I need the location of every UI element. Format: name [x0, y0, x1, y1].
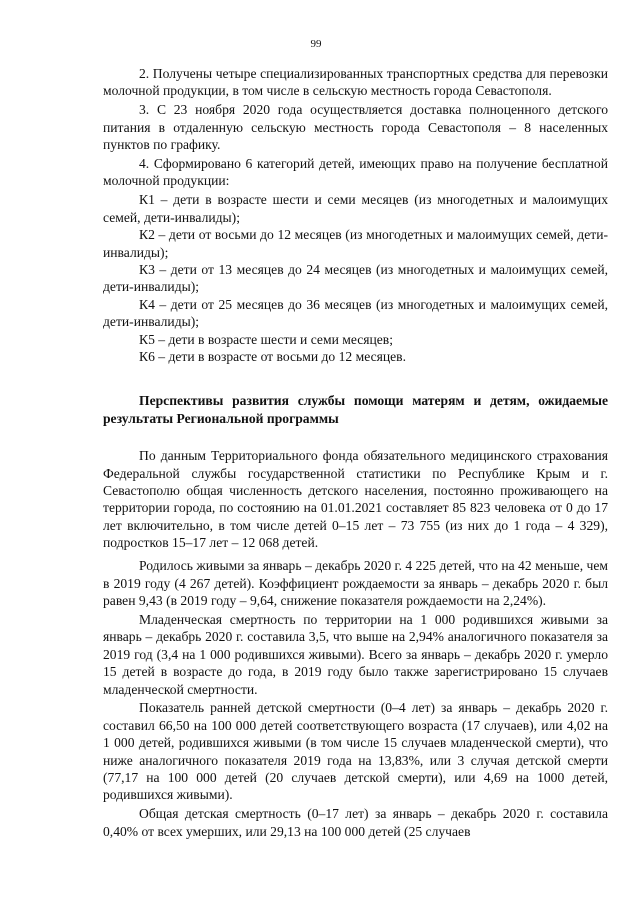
category-k6: К6 – дети в возрасте от восьми до 12 месяцев.: [139, 349, 406, 364]
category-k3: К3 – дети от 13 месяцев до 24 месяцев (из многодетных и малоимущих семей, дети-инвалиды);: [103, 261, 608, 295]
paragraph-total-child-mortality: Общая детская смертность (0–17 лет) за январь – декабрь 2020 г. составила 0,40% от всех умерших, или 29,13 на 100 000 детей (25 случаев: [103, 806, 608, 839]
paragraph-population: По данным Территориального фонда обязательного медицинского страхования Федеральной службы государственной статистики по Республике Крым и г. Севастополю общая численность детского населения, постоянно проживающего на территории города, по состоянию на 01.01.2021 составляет 85 823 человека от 0 до 17 лет включительно, в том числе детей 0–15 лет – 73 755 (из них до 1 года – 4 329), подростков 15–17 лет – 12 068 детей.: [103, 448, 608, 551]
paragraph-early-child-mortality: Показатель ранней детской смертности (0–4 лет) за январь – декабрь 2020 г. составил 66,50 на 100 000 детей соответствующего возраста (17 случаев), или 4,02 на 1 000 детей, родившихся живыми (в том числе 15 случаев младенческой смерти), что ниже аналогичного показателя 2019 года на 13,83%, или 3 случая детской смерти (77,17 на 100 000 детей (20 случаев детской смерти), или 4,69 на 1000 детей, родившихся живыми).: [103, 700, 608, 803]
paragraph-categories-intro: 4. Сформировано 6 категорий детей, имеющих право на получение бесплатной молочной продукции:: [103, 156, 608, 189]
category-k2: К2 – дети от восьми до 12 месяцев (из многодетных и малоимущих семей, дети-инвалиды);: [103, 227, 608, 260]
page-number: 99: [310, 38, 322, 50]
category-k4: К4 – дети от 25 месяцев до 36 месяцев (из многодетных и малоимущих семей, дети-инвалиды);: [103, 296, 608, 330]
category-k5: К5 – дети в возрасте шести и семи месяцев;: [139, 331, 394, 347]
paragraph-births: Родилось живыми за январь – декабрь 2020 г. 4 225 детей, что на 42 меньше, чем в 2019 году (4 267 детей). Коэффициент рождаемости за январь – декабрь 2020 г. был равен 9,43 (в 2019 году – 9,64, снижение показателя рождаемости на 2,24%).: [103, 558, 608, 608]
paragraph-infant-mortality: Младенческая смертность по территории на 1 000 родившихся живыми за январь – декабрь 2020 г. составила 3,5, что выше на 2,94% аналогичного показателя за 2019 год (3,4 на 1 000 родившихся живыми). Всего за январь – декабрь 2020 г. умерло 15 детей в возрасте до года, в 2019 году было также зарегистрировано 15 случаев младенческой смертности.: [103, 611, 608, 697]
document-body: [103, 65, 608, 842]
paragraph-vehicles: 2. Получены четыре специализированных транспортных средства для перевозки молочной продукции, в том числе в сельскую местность города Севастополя.: [103, 66, 608, 99]
paragraph-delivery: 3. С 23 ноября 2020 года осуществляется доставка полноценного детского питания в отдаленную сельскую местность города Севастополя – 8 населенных пунктов по графику.: [103, 102, 608, 153]
section-title: Перспективы развития службы помощи матерям и детям, ожидаемые результаты Региональной программы: [103, 393, 608, 426]
category-k1: К1 – дети в возрасте шести и семи месяцев (из многодетных и малоимущих семей, дети-инвалиды);: [103, 192, 608, 225]
